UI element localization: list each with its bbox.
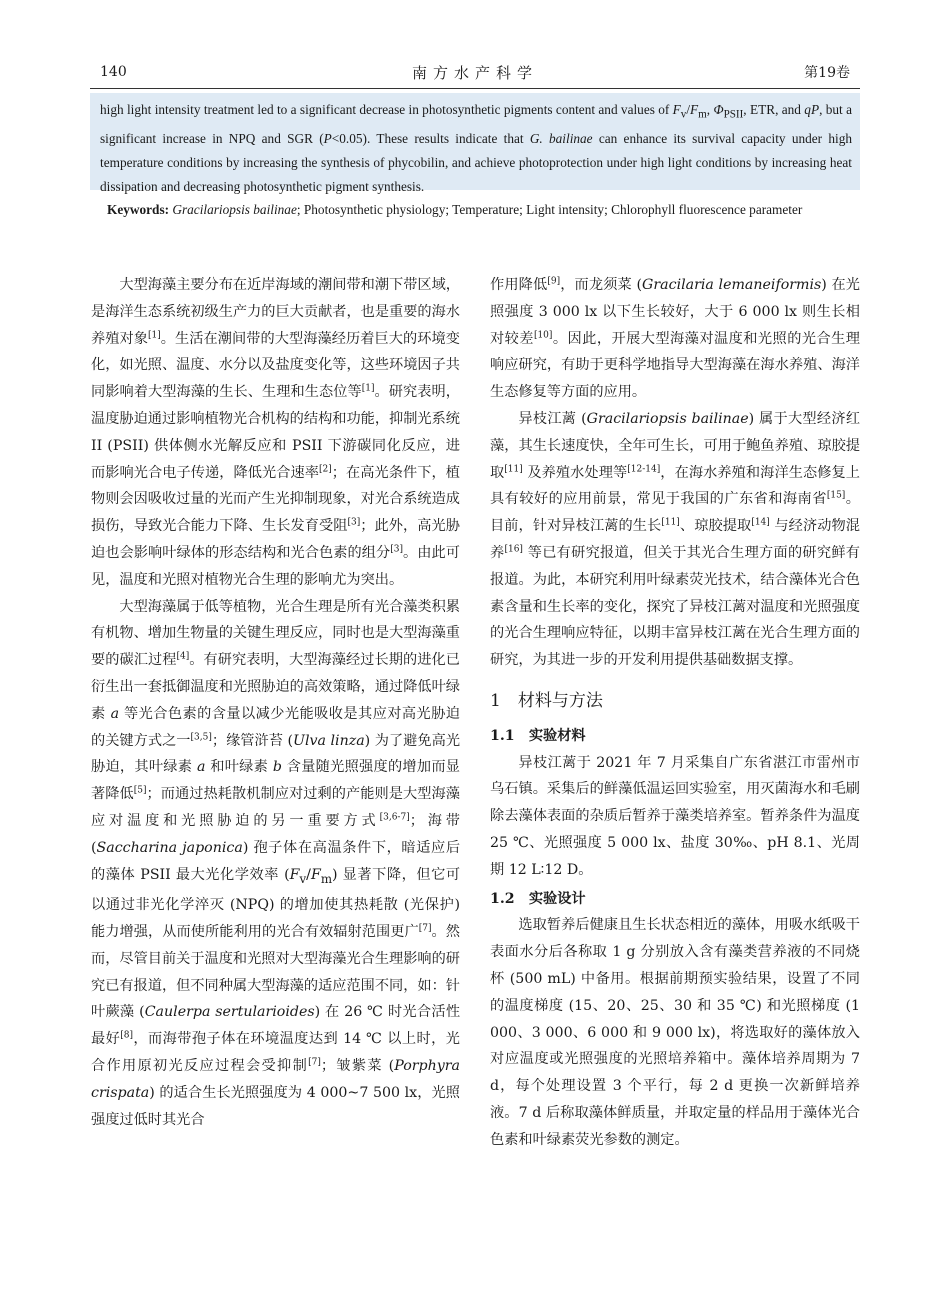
paragraph-intro-2: 大型海藻属于低等植物，光合生理是所有光合藻类积累有机物、增加生物量的关键生理反应，同时也是大型海藻重要的碳汇过程[4]。有研究表明，大型海藻经过长期的进化已衍生出一套抵御温度和光照胁迫的高效策略，通过降低叶绿素 a 等光合色素的含量以减少光能吸收是其应对高光胁迫的关键方式之一[3,5]；缘管浒苔 (Ulva linza) 为了避免高光胁迫，其叶绿素 a 和叶绿素 b 含量随光照强度的增加而显著降低[5]；而通过热耗散机制应对过剩的产能则是大型海藻应对温度和光照胁迫的另一重要方式[3,6-7]；海带 (Saccharina japonica) 孢子体在高温条件下，暗适应后的藻体 PSII 最大光化学效率 $(F_v/F_m)$ 显著下降，但它可以通过非光化学淬灭 (NPQ) 的增加使其热耗散 (光保护) 能力增强，从而使所能利用的光合有效辐射范围更广[7]。然而，尽管目前关于温度和光照对大型海藻光合生理影响的研究已有报道，但不同种属大型海藻的适应范围不同，如：针叶蕨藻 (Caulerpa sertularioides) 在 26 ℃ 时光合活性最好[8]，而海带孢子体在环境温度达到 14 ℃ 以上时，光合作用原初光反应过程会受抑制[7]；皱紫菜 (Porphyra crispata) 的适合生长光照强度为 4 000~7 500 lx，光照强度过低时其光合 [91,598,461,1128]
keywords-label: Keywords: [107,202,170,217]
volume-label: 第19卷 [804,65,850,81]
keywords: Keywords: Gracilariopsis bailinae; Photosynthetic physiology; Temperature; Light intensity; Chlorophyll fluorescence parameter [107,202,803,217]
paragraph-design: 选取暂养后健康且生长状态相近的藻体，用吸水纸吸干表面水分后各称取 1 g 分别放入含有藻类营养液的不同烧杯 (500 mL) 中备用。根据前期预实验结果，设置了不同的温度梯度 (15、20、25、30 和 35 ℃) 和光照梯度 (1 000、3 000、6 000 和 9 000 lx)，将选取好的藻体放入对应温度或光照强度的光照培养箱中。藻体培养周期为 7 d，每个处理设置 3 个平行，每 2 d 更换一次新鲜培养液。7 d 后称取藻体鲜质量，并取定量的样品用于藻体光合色素和叶绿素荧光参数的测定。 [490,917,860,1148]
abstract-continuation: high light intensity treatment led to a significant decrease in photosynthetic pigments content and values of $F_v/F_m$, $\Phi_{PSII}$, ETR, and qP, but a significant increase in NPQ and SGR (P<0.05). These results indicate that G. bailinae can enhance its survival capacity under high temperature conditions by increasing the synthesis of phycobilin, and achieve photoprotection under high light conditions by increasing heat dissipation and decreasing photosynthetic pigment synthesis. [90,93,860,190]
paragraph-materials: 异枝江蓠于 2021 年 7 月采集自广东省湛江市雷州市乌石镇。采集后的鲜藻低温运回实验室，用灭菌海水和毛刷除去藻体表面的杂质后暂养于藻类培养室。暂养条件为温度 25 ℃、光照强度 5 000 lx、盐度 30‰、pH 8.1、光周期 12 L∶12 D。 [490,754,860,878]
paragraph-intro-1: 大型海藻主要分布在近岸海域的潮间带和潮下带区域，是海洋生态系统初级生产力的巨大贡献者，也是重要的海水养殖对象[1]。生活在潮间带的大型海藻经历着巨大的环境变化，如光照、温度、水分以及盐度变化等，这些环境因子共同影响着大型海藻的生长、生理和生态位等[1]。研究表明，温度胁迫通过影响植物光合机构的结构和功能，抑制光系统 II (PSII) 供体侧水光解反应和 PSII 下游碳同化反应，进而影响光合电子传递，降低光合速率[2]；在高光条件下，植物则会因吸收过量的光而产生光抑制现象，对光合系统造成损伤，导致光合能力下降、生长发育受阻[3]；此外，高光胁迫也会影响叶绿体的形态结构和光合色素的组分[3]。由此可见，温度和光照对植物光合生理的影响尤为突出。 [91,277,460,588]
journal-title: 南方水产科学 [411,64,538,82]
section-heading-1-1: 1.1 实验材料 [490,727,586,744]
page-number: 140 [100,64,127,80]
paragraph-intro-3: 作用降低[9]，而龙须菜 (Gracilaria lemaneiformis) 在光照强度 3 000 lx 以下生长较好，大于 6 000 lx 则生长相对较差[10]。因此，开展大型海藻对温度和光照的光合生理响应研究，有助于更科学地指导大型海藻在海水养殖、海洋生态修复等方面的应用。 [490,276,860,401]
page-header [90,62,860,84]
left-column [91,272,460,1133]
section-heading-1-2: 1.2 实验设计 [490,890,586,907]
right-column [490,272,860,1154]
paragraph-intro-4: 异枝江蓠 (Gracilariopsis bailinae) 属于大型经济红藻，其生长速度快，全年可生长，可用于鲍鱼养殖、琼胶提取[11] 及养殖水处理等[12-14]，在海水养殖和海洋生态修复上具有较好的应用前景，常见于我国的广东省和海南省[15]。目前，针对异枝江蓠的生长[11]、琼胶提取[14] 与经济动物混养[16] 等已有研究报道，但关于其光合生理方面的研究鲜有报道。为此，本研究利用叶绿素荧光技术，结合藻体光合色素含量和生长率的变化，探究了异枝江蓠对温度和光照强度的光合生理响应特征，以期丰富异枝江蓠在光合生理方面的研究，为其进一步的开发利用提供基础数据支撑。 [490,410,861,669]
section-heading-1: 1 材料与方法 [490,690,603,711]
header-rule [90,88,860,89]
